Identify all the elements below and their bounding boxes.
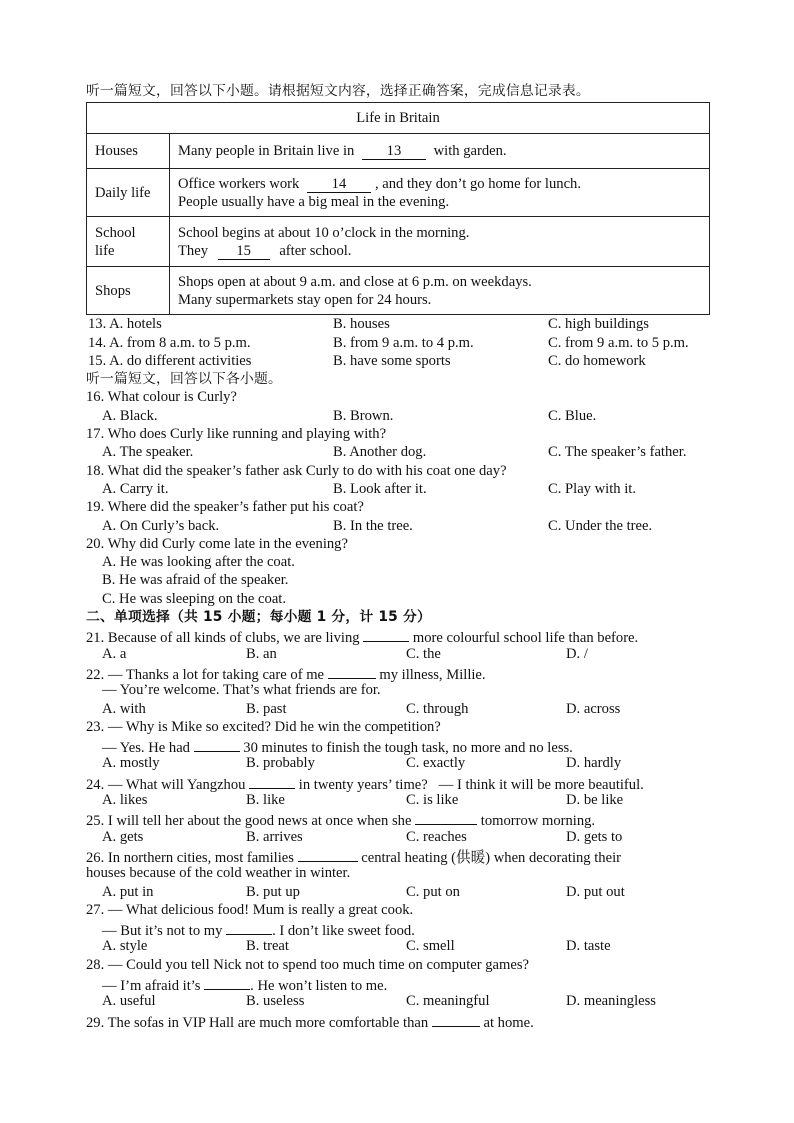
- q28-stem: 28. — Could you tell Nick not to spend too much time on computer games?: [86, 956, 530, 973]
- q21-stem: 21. Because of all kinds of clubs, we are living more colourful school life than before.: [86, 626, 714, 644]
- q23-reply: — Yes. He had 30 minutes to finish the tough task, no more and no less.: [86, 736, 714, 754]
- q20-option-a: A. He was looking after the coat.: [102, 554, 295, 571]
- q24-blank: [249, 773, 295, 789]
- q19-stem: 19. Where did the speaker’s father put his coat?: [86, 499, 364, 516]
- blank-14: 14: [307, 177, 371, 193]
- row-content-shops: Shops open at about 9 a.m. and close at 6 p.m. on weekdays. Many supermarkets stay open for 24 hours.: [170, 267, 710, 315]
- row-label-daily-life: Daily life: [87, 169, 170, 217]
- q18-stem: 18. What did the speaker’s father ask Curly to do with his coat one day?: [86, 462, 507, 479]
- q16-stem: 16. What colour is Curly?: [86, 389, 237, 406]
- q14-options: 14. A. from 8 a.m. to 5 p.m. B. from 9 a.m. to 4 p.m. C. from 9 a.m. to 5 p.m.: [88, 334, 689, 351]
- q16-options: A. Black. B. Brown. C. Blue.: [102, 407, 597, 424]
- row-label-houses: Houses: [87, 134, 170, 169]
- q28-options: A. useful B. useless C. meaningful D. meaningless: [102, 993, 656, 1010]
- q28-reply: — I’m afraid it’s . He won’t listen to me.: [86, 974, 714, 992]
- info-record-table: [86, 102, 710, 315]
- q22-stem: 22. — Thanks a lot for taking care of me my illness, Millie.: [86, 663, 714, 681]
- q13-options: 13. A. hotels B. houses C. high buildings: [88, 316, 649, 333]
- q26-stem: 26. In northern cities, most families central heating (供暖) when decorating their: [86, 846, 714, 864]
- q25-blank: [415, 809, 477, 825]
- exam-page: [86, 82, 714, 1029]
- blank-13: 13: [362, 144, 426, 160]
- row-content-houses: Many people in Britain live in 13 with garden.: [170, 134, 710, 169]
- q23-blank: [194, 736, 240, 752]
- row-label-shops: Shops: [87, 267, 170, 315]
- q21-blank: [363, 626, 409, 642]
- q20-stem: 20. Why did Curly come late in the evening?: [86, 535, 348, 552]
- q20-option-c: C. He was sleeping on the coat.: [102, 590, 286, 607]
- q24-options: A. likes B. like C. is like D. be like: [102, 792, 624, 809]
- q25-options: A. gets B. arrives C. reaches D. gets to: [102, 828, 623, 845]
- q22-reply: — You’re welcome. That’s what friends are for.: [102, 682, 381, 699]
- q20-option-b: B. He was afraid of the speaker.: [102, 572, 289, 589]
- q21-options: A. a B. an C. the D. /: [102, 645, 588, 662]
- q25-stem: 25. I will tell her about the good news at once when she tomorrow morning.: [86, 809, 714, 827]
- q18-options: A. Carry it. B. Look after it. C. Play with it.: [102, 480, 636, 497]
- q29-blank: [432, 1011, 480, 1027]
- q26-blank: [298, 846, 358, 862]
- q19-options: A. On Curly’s back. B. In the tree. C. Under the tree.: [102, 517, 653, 534]
- q27-stem: 27. — What delicious food! Mum is really a great cook.: [86, 901, 414, 918]
- row-content-daily-life: Office workers work 14 , and they don’t go home for lunch. People usually have a big meal in the evening.: [170, 169, 710, 217]
- blank-15: 15: [218, 244, 270, 260]
- q28-blank: [204, 974, 250, 990]
- q26-options: A. put in B. put up C. put on D. put out: [102, 883, 625, 900]
- q23-stem: 23. — Why is Mike so excited? Did he win the competition?: [86, 718, 441, 735]
- row-content-school-life: School begins at about 10 o’clock in the morning. They 15 after school.: [170, 217, 710, 267]
- listening-instructions-2: 听一篇短文，回答以下各小题。: [86, 371, 282, 388]
- q26-stem-cont: houses because of the cold weather in winter.: [86, 865, 351, 882]
- q27-blank: [226, 919, 272, 935]
- q27-reply: — But it’s not to my . I don’t like sweet food.: [86, 919, 714, 937]
- q17-stem: 17. Who does Curly like running and playing with?: [86, 426, 387, 443]
- q15-options: 15. A. do different activities B. have some sports C. do homework: [88, 352, 646, 369]
- q24-stem: 24. — What will Yangzhou in twenty years’ time? — I think it will be more beautiful.: [86, 773, 714, 791]
- q22-options: A. with B. past C. through D. across: [102, 700, 621, 717]
- section-2-heading: 二、单项选择（共 15 小题；每小题 1 分，计 15 分）: [86, 609, 431, 626]
- q17-options: A. The speaker. B. Another dog. C. The speaker’s father.: [102, 444, 687, 461]
- listening-instructions-1: 听一篇短文，回答以下小题。请根据短文内容，选择正确答案，完成信息记录表。: [86, 83, 590, 99]
- q29-stem: 29. The sofas in VIP Hall are much more comfortable than at home.: [86, 1011, 714, 1029]
- table-title: Life in Britain: [87, 103, 710, 134]
- row-label-school-life: School life: [87, 217, 170, 267]
- q23-options: A. mostly B. probably C. exactly D. hardly: [102, 755, 622, 772]
- q22-blank: [328, 663, 376, 679]
- q27-options: A. style B. treat C. smell D. taste: [102, 938, 611, 955]
